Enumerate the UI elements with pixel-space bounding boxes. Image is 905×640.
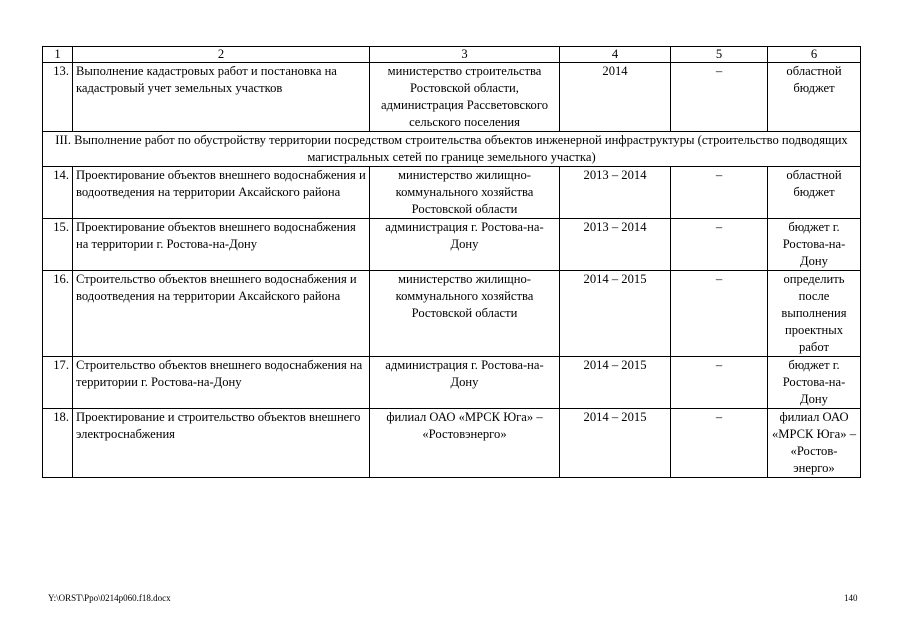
period-cell: 2014 — [560, 63, 671, 132]
row-number: 14. — [43, 167, 73, 219]
row-number: 15. — [43, 219, 73, 271]
row-number: 18. — [43, 409, 73, 478]
row-number: 13. — [43, 63, 73, 132]
col5-cell: – — [671, 167, 768, 219]
row-number: 17. — [43, 357, 73, 409]
header-cell: 1 — [43, 47, 73, 63]
source-cell: бюджет г. Ростова-на-Дону — [768, 219, 861, 271]
plan-table — [42, 46, 861, 478]
executor-cell: министерство жилищно-коммунального хозяйства Ростовской области — [370, 271, 560, 357]
table-row — [43, 167, 861, 219]
document-file-path: Y:\ORST\Ppo\0214p060.f18.docx — [48, 593, 171, 603]
source-cell: филиал ОАО «МРСК Юга» – «Ростов-энерго» — [768, 409, 861, 478]
task-cell: Строительство объектов внешнего водоснабжения на территории г. Ростова-на-Дону — [73, 357, 370, 409]
page-number: 140 — [844, 593, 858, 603]
table-row — [43, 219, 861, 271]
table-row — [43, 271, 861, 357]
header-cell: 3 — [370, 47, 560, 63]
header-cell: 5 — [671, 47, 768, 63]
source-cell: определить после выполнения проектных работ — [768, 271, 861, 357]
col5-cell: – — [671, 219, 768, 271]
task-cell: Выполнение кадастровых работ и постановка на кадастровый учет земельных участков — [73, 63, 370, 132]
source-cell: областной бюджет — [768, 167, 861, 219]
executor-cell: администрация г. Ростова-на-Дону — [370, 357, 560, 409]
row-number: 16. — [43, 271, 73, 357]
period-cell: 2013 – 2014 — [560, 167, 671, 219]
header-cell: 6 — [768, 47, 861, 63]
source-cell: областной бюджет — [768, 63, 861, 132]
task-cell: Строительство объектов внешнего водоснабжения и водоотведения на территории Аксайского района — [73, 271, 370, 357]
col5-cell: – — [671, 357, 768, 409]
col5-cell: – — [671, 271, 768, 357]
header-cell: 2 — [73, 47, 370, 63]
header-row — [43, 47, 861, 63]
executor-cell: администрация г. Ростова-на-Дону — [370, 219, 560, 271]
col5-cell: – — [671, 63, 768, 132]
period-cell: 2014 – 2015 — [560, 357, 671, 409]
table-row — [43, 357, 861, 409]
period-cell: 2014 – 2015 — [560, 271, 671, 357]
source-cell: бюджет г. Ростова-на-Дону — [768, 357, 861, 409]
section-heading: III. Выполнение работ по обустройству территории посредством строительства объектов инженерной инфраструктуры (строительство подводящих магистральных сетей по границе земельного участка) — [43, 132, 861, 167]
period-cell: 2014 – 2015 — [560, 409, 671, 478]
section-row — [43, 132, 861, 167]
header-cell: 4 — [560, 47, 671, 63]
executor-cell: министерство жилищно-коммунального хозяйства Ростовской области — [370, 167, 560, 219]
col5-cell: – — [671, 409, 768, 478]
task-cell: Проектирование объектов внешнего водоснабжения на территории г. Ростова-на-Дону — [73, 219, 370, 271]
task-cell: Проектирование и строительство объектов внешнего электроснабжения — [73, 409, 370, 478]
table-row — [43, 63, 861, 132]
table-row — [43, 409, 861, 478]
executor-cell: министерство строительства Ростовской области, администрация Рассветовского сельского поселения — [370, 63, 560, 132]
executor-cell: филиал ОАО «МРСК Юга» – «Ростовэнерго» — [370, 409, 560, 478]
period-cell: 2013 – 2014 — [560, 219, 671, 271]
task-cell: Проектирование объектов внешнего водоснабжения и водоотведения на территории Аксайского района — [73, 167, 370, 219]
